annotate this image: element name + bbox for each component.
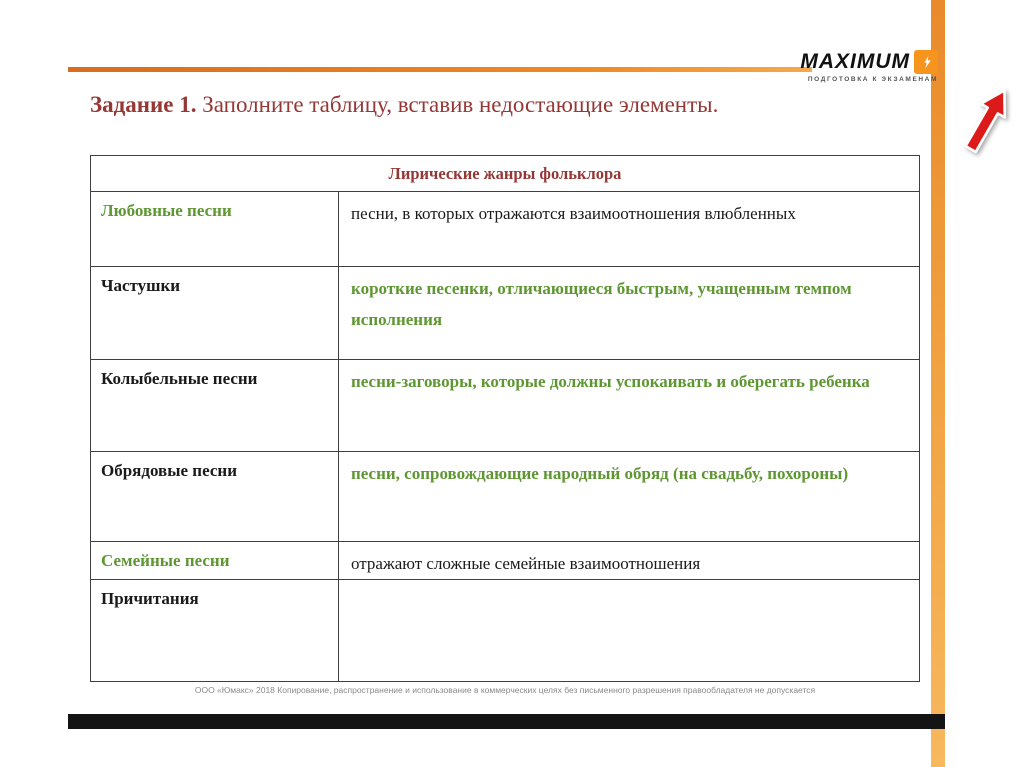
cursor-arrow-icon [958,82,1016,160]
definition-cell: песни, в которых отражаются взаимоотношения влюбленных [351,204,796,223]
definition-cell: песни-заговоры, которые должны успокаивать и оберегать ребенка [351,372,870,391]
term-cell: Семейные песни [91,542,339,579]
logo-wordmark: MAXIMUM [800,50,910,73]
logo-subtitle: ПОДГОТОВКА К ЭКЗАМЕНАМ [807,76,938,83]
table-row [91,266,919,359]
term-cell: Причитания [91,580,339,681]
slide-title-number: Задание 1. [90,92,197,117]
term-cell: Частушки [91,267,339,359]
table-row [91,541,919,579]
term-cell: Обрядовые песни [91,452,339,541]
definition-cell: песни, сопровождающие народный обряд (на свадьбу, похороны) [351,464,849,483]
slide-title-text: Заполните таблицу, вставив недостающие элементы. [196,92,719,117]
maximum-logo [800,50,938,83]
copyright-footer: ООО «Юмакс» 2018 Копирование, распространение и использование в коммерческих целях без письменного разрешения правообладателя не допускается [194,685,816,695]
term-cell: Любовные песни [91,192,339,266]
slide-title [90,90,850,120]
definition-cell: отражают сложные семейные взаимоотношения [351,554,701,573]
folklore-genres-table [90,155,920,682]
table-row [91,451,919,541]
lightning-icon [914,50,938,74]
definition-cell [339,580,919,681]
term-cell: Колыбельные песни [91,360,339,451]
table-row [91,191,919,266]
table-header: Лирические жанры фольклора [388,163,622,183]
top-accent-line [68,67,812,72]
definition-cell: короткие песенки, отличающиеся быстрым, учащенным темпом исполнения [351,279,852,330]
right-accent-bar [931,0,945,767]
bottom-black-bar [68,714,945,729]
table-row [91,359,919,451]
table-row [91,579,919,681]
